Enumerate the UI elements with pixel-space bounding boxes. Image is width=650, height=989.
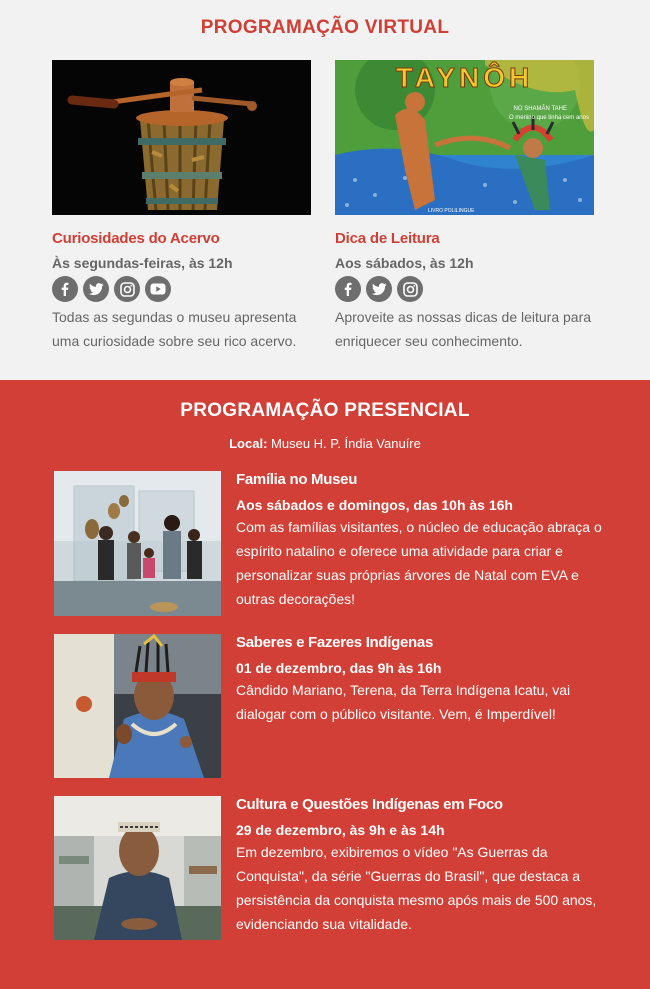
location-value: Museu H. P. Índia Vanuíre (271, 436, 421, 451)
event-title: Cultura e Questões Indígenas em Foco (236, 796, 503, 813)
twitter-icon[interactable] (83, 276, 109, 302)
acervo-bucket-image[interactable] (52, 60, 311, 215)
card-description: Todas as segundas o museu apresenta uma curiosidade sobre seu rico acervo. (52, 309, 297, 349)
youtube-icon[interactable] (145, 276, 171, 302)
instagram-icon[interactable] (114, 276, 140, 302)
card-schedule: Aos sábados, às 12h (335, 255, 474, 271)
event-schedule: 29 de dezembro, às 9h e às 14h (236, 822, 445, 838)
event-schedule: 01 de dezembro, das 9h às 16h (236, 660, 442, 676)
virtual-program-section (0, 0, 650, 380)
event-schedule: Aos sábados e domingos, das 10h às 16h (236, 497, 513, 513)
cover-subtitle-2: O menino que tinha cem anos (508, 115, 589, 121)
card-title: Curiosidades do Acervo (52, 230, 220, 247)
event-description: Em dezembro, exibiremos o vídeo "As Guerras da Conquista", da série "Guerras do Brasil", que destaca a persistência da conquista mesmo após mais de 500 anos, evidenciando sua vitalidade. (236, 844, 597, 932)
event-title: Saberes e Fazeres Indígenas (236, 634, 434, 651)
event-photo-family[interactable] (54, 471, 221, 616)
virtual-section-title: PROGRAMAÇÃO VIRTUAL (200, 17, 450, 38)
event-description: Com as famílias visitantes, o núcleo de educação abraça o espírito natalino e oferece uma atividade para criar e personalizar suas próprias árvores de Natal com EVA e outras decorações! (236, 519, 602, 607)
card-description: Aproveite as nossas dicas de leitura para enriquecer seu conhecimento. (335, 309, 592, 349)
event-text (236, 796, 616, 936)
facebook-icon[interactable] (52, 276, 78, 302)
event-description: Cândido Mariano, Terena, da Terra Indígena Icatu, vai dialogar com o público visitante. Vem, é Imperdível! (236, 682, 571, 722)
cover-subtitle-1: NO SHAMÃN TAHE (513, 106, 567, 112)
facebook-icon[interactable] (335, 276, 361, 302)
card-dica-leitura (335, 60, 595, 353)
location-line (0, 436, 650, 451)
taynoh-book-cover-image[interactable] (335, 60, 594, 215)
instagram-icon[interactable] (397, 276, 423, 302)
event-photo-indigenous-elder[interactable] (54, 634, 221, 779)
event-text (236, 634, 616, 726)
cover-caption: LIVRO POLILINGUE (428, 208, 475, 214)
social-icons (52, 276, 312, 303)
card-title: Dica de Leitura (335, 230, 440, 247)
card-curiosidades-acervo (52, 60, 312, 353)
event-photo-indigenous-man[interactable] (54, 796, 221, 941)
location-label: Local: (229, 436, 268, 451)
presencial-section-title: PROGRAMAÇÃO PRESENCIAL (180, 400, 470, 421)
cover-title-text: TAYNÔH (395, 62, 534, 93)
card-schedule: Às segundas-feiras, às 12h (52, 255, 233, 271)
event-title: Família no Museu (236, 471, 358, 488)
social-icons (335, 276, 595, 303)
twitter-icon[interactable] (366, 276, 392, 302)
presencial-program-section (0, 380, 650, 989)
event-text (236, 471, 616, 611)
